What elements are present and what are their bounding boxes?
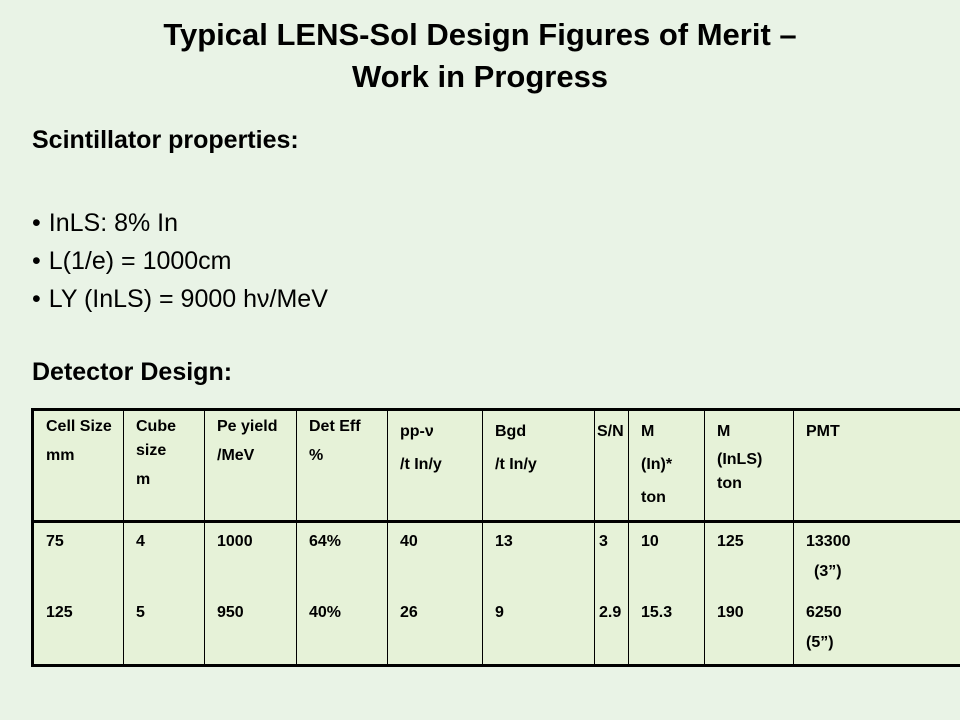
header-text: Cell Size — [46, 418, 112, 435]
header-unit: ton — [641, 489, 666, 506]
header-unit: /t In/y — [400, 456, 442, 473]
detector-design-table — [31, 408, 960, 667]
header-text: Pe yield — [217, 418, 278, 435]
table-cell: 190 — [705, 594, 794, 666]
table-cell: 4 — [124, 522, 205, 594]
bullet-item: • LY (InLS) = 9000 hν/MeV — [32, 280, 328, 318]
table-cell: 2.9 — [595, 594, 629, 666]
bullet-item: • L(1/e) = 1000cm — [32, 242, 328, 280]
title-line-2: Work in Progress — [351, 59, 609, 94]
slide-title — [0, 14, 960, 98]
pmt-count: 6250 — [806, 603, 842, 621]
table-cell: 3 — [595, 522, 629, 594]
header-text: pp-ν — [400, 423, 434, 440]
header-text: M — [641, 423, 655, 440]
header-unit: mm — [46, 447, 75, 464]
table-cell: 15.3 — [629, 594, 705, 666]
detector-heading: Detector Design: — [32, 358, 233, 386]
header-cell-det-eff — [297, 410, 388, 522]
header-cell-cell-size — [33, 410, 124, 522]
table-cell-pmt — [794, 594, 960, 666]
header-cell-cube-size — [124, 410, 205, 522]
table-cell: 64% — [297, 522, 388, 594]
table-cell: 125 — [705, 522, 794, 594]
header-unit: m — [136, 471, 151, 488]
table-cell: 125 — [46, 603, 73, 621]
header-cell-pe-yield — [205, 410, 297, 522]
header-text: S/N — [597, 423, 624, 440]
table-cell: 75 — [46, 533, 64, 550]
header-text: PMT — [806, 423, 840, 440]
header-text: Bgd — [495, 423, 527, 440]
table-row — [33, 594, 960, 666]
table-cell-pmt — [794, 522, 960, 594]
pmt-size: (5”) — [806, 633, 834, 651]
pmt-size: (3”) — [814, 563, 842, 580]
header-cell-s-n — [595, 410, 629, 522]
table-cell: 13 — [483, 522, 595, 594]
table-cell: 26 — [388, 594, 483, 666]
table-header-row — [33, 410, 960, 522]
header-text: (InLS) ton — [717, 451, 763, 492]
header-text: (In)* — [641, 456, 673, 473]
header-cell-m-inls — [705, 410, 794, 522]
header-cell-pmt — [794, 410, 960, 522]
table-cell: 40% — [297, 594, 388, 666]
table-row — [33, 522, 960, 594]
header-unit: /t In/y — [495, 456, 537, 473]
header-text: Det Eff — [309, 418, 361, 435]
table-cell: 950 — [205, 594, 297, 666]
scintillator-bullet-list — [32, 204, 328, 318]
bullet-item: • InLS: 8% In — [32, 204, 328, 242]
header-unit: % — [309, 447, 324, 464]
scintillator-heading: Scintillator properties: — [32, 126, 299, 154]
header-text: Cube size — [136, 418, 176, 459]
header-unit: /MeV — [217, 447, 255, 464]
table-cell: 9 — [483, 594, 595, 666]
header-cell-bgd — [483, 410, 595, 522]
header-cell-pp-nu — [388, 410, 483, 522]
header-cell-m-in — [629, 410, 705, 522]
table-cell: 1000 — [205, 522, 297, 594]
header-text: M — [717, 423, 731, 440]
table-cell: 5 — [124, 594, 205, 666]
title-line-1: Typical LENS-Sol Design Figures of Merit – — [163, 17, 797, 52]
table-cell: 40 — [388, 522, 483, 594]
table-cell: 10 — [629, 522, 705, 594]
pmt-count: 13300 — [806, 533, 851, 550]
